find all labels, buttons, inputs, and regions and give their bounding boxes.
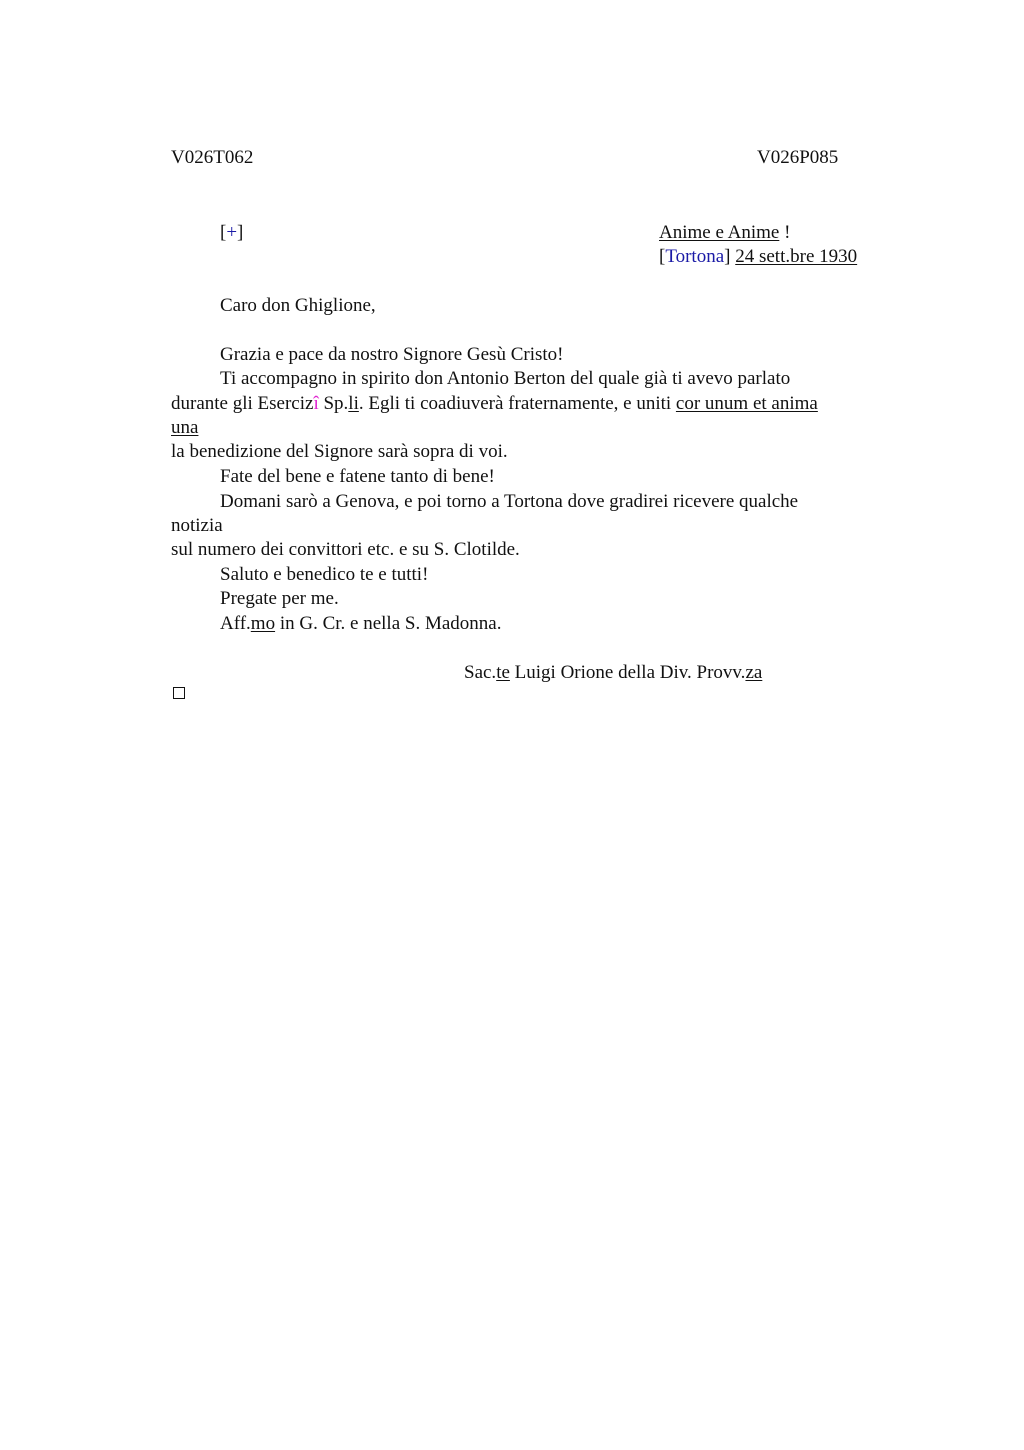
letter-date: 24 sett.bre 1930 [735,246,858,267]
body-line-5: la benedizione del Signore sarà sopra di voi. [171,441,508,462]
document-code-right: V026P085 [757,147,839,168]
body-line-2: Ti accompagno in spirito don Antonio Berton del quale già ti avevo parlato [220,368,791,389]
body-line-3-accent: î [313,393,319,414]
place-bracket-close: ] [724,246,736,267]
body-line-3-latin: cor unum et anima [675,393,818,414]
signature-part-c: Luigi Orione della Div. Provv. [509,662,746,683]
letter-title-suffix: ! [779,222,791,243]
document-code-left: V026T062 [171,147,254,168]
body-line-3 [171,392,818,416]
letter-place: Tortona [665,246,725,267]
body-line-10: Saluto e benedico te e tutti! [220,564,429,585]
body-line-8: notizia [171,515,223,536]
cross-bracket-close: ] [237,222,244,243]
body-line-4 [171,416,198,440]
letter-title [659,221,790,245]
body-line-1: Grazia e pace da nostro Signore Gesù Cristo! [220,344,564,365]
signature [464,661,762,685]
letter-place-date [659,245,857,269]
body-line-6: Fate del bene e fatene tanto di bene! [220,466,495,487]
body-line-9: sul numero dei convittori etc. e su S. Clotilde. [171,539,520,560]
signature-abbrev-1: te [496,662,510,683]
body-line-3-part-c: Sp. [318,393,349,414]
closing-part-a: Aff. [220,613,251,634]
end-square-icon [173,687,185,699]
closing-abbrev: mo [250,613,276,634]
body-line-4-latin: una [171,417,199,438]
body-line-3-part-a: durante gli Eserciz [171,393,314,414]
body-line-3-abbrev: li [348,393,359,414]
cross-mark [220,221,243,245]
cross-symbol: + [226,222,238,243]
letter-title-text: Anime e Anime [659,222,780,243]
closing-part-c: in G. Cr. e nella S. Madonna. [275,613,502,634]
body-line-3-part-e: . Egli ti coadiuverà fraternamente, e uniti [358,393,676,414]
salutation: Caro don Ghiglione, [220,295,376,316]
signature-abbrev-2: za [745,662,763,683]
body-line-11: Pregate per me. [220,588,339,609]
body-line-12 [220,612,501,636]
cross-bracket-open: [ [220,222,227,243]
place-bracket-open: [ [659,246,666,267]
body-line-7: Domani sarò a Genova, e poi torno a Tortona dove gradirei ricevere qualche [220,491,799,512]
signature-part-a: Sac. [464,662,497,683]
